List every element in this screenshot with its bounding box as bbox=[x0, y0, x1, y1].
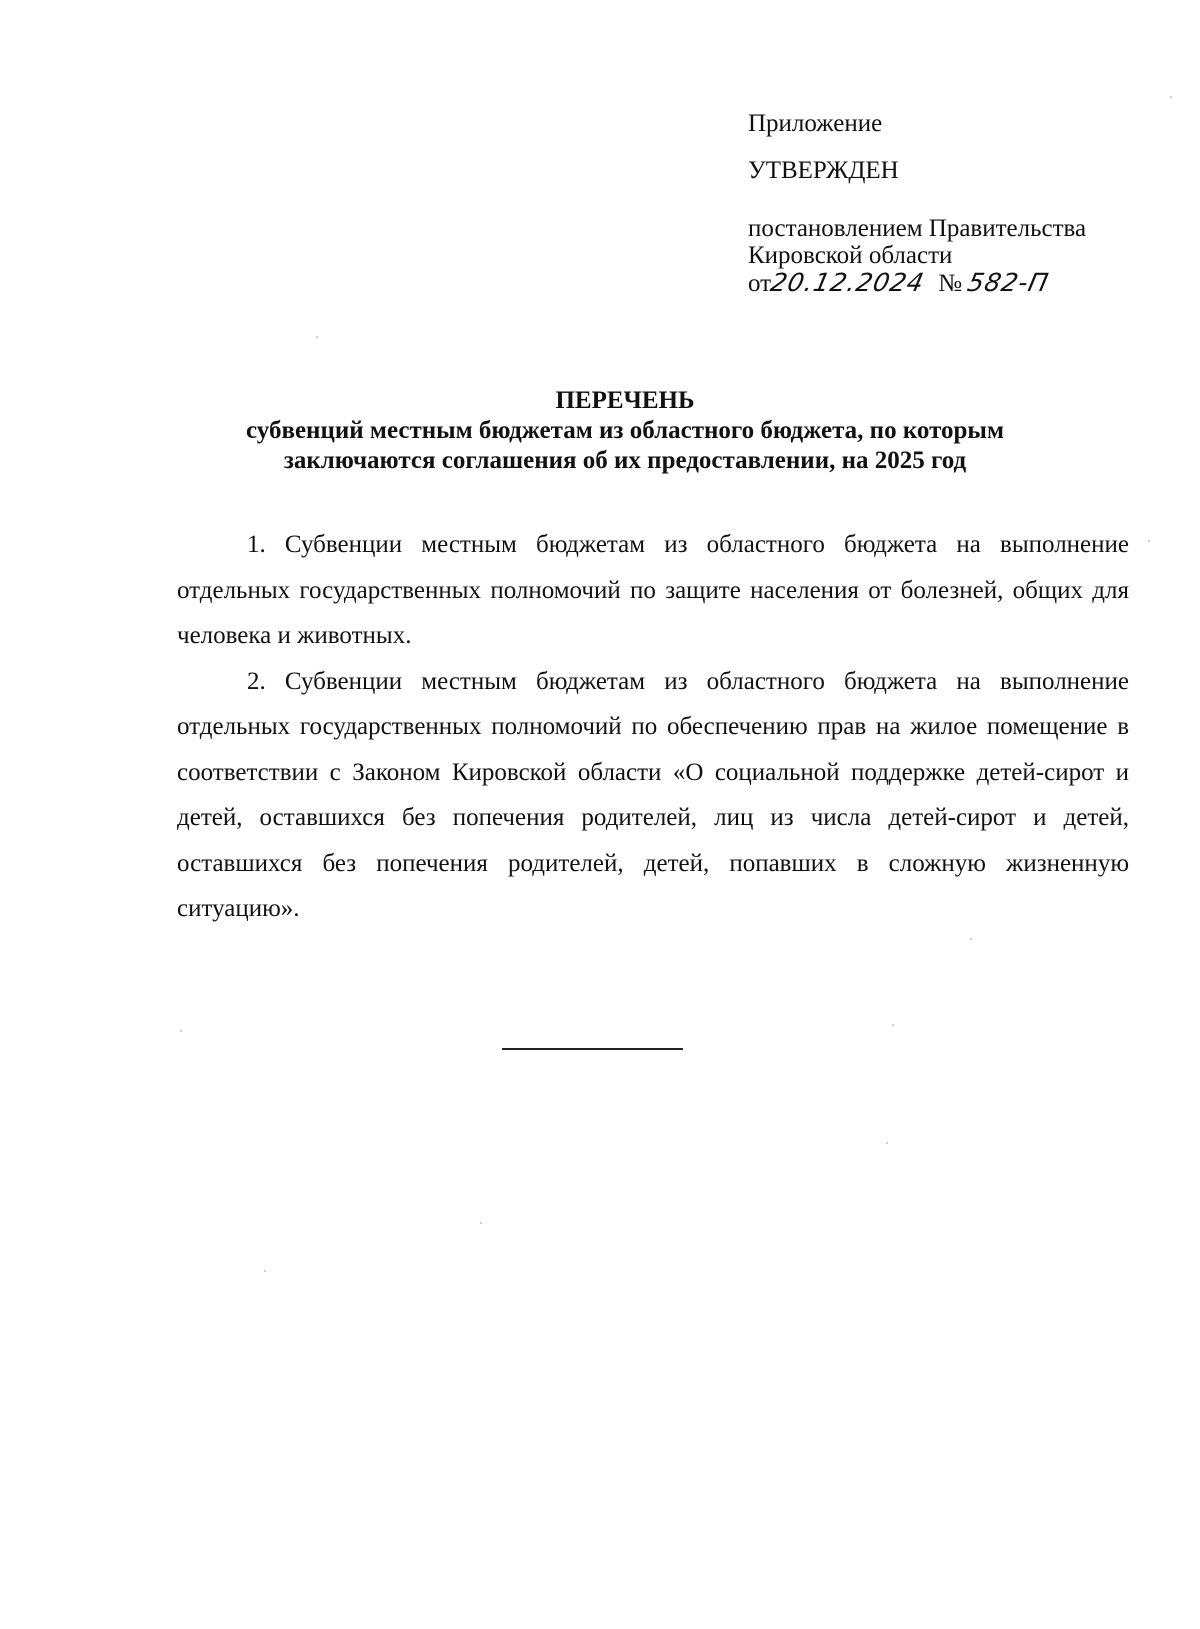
decree-line-2: Кировской области bbox=[748, 242, 953, 269]
scan-speck bbox=[264, 1270, 266, 1272]
scan-speck bbox=[316, 336, 318, 338]
scan-speck bbox=[892, 1024, 894, 1026]
scan-speck bbox=[970, 938, 972, 940]
title-heading: ПЕРЕЧЕНЬ bbox=[555, 387, 695, 414]
handwritten-date: 20.12.2024 bbox=[768, 268, 928, 297]
appendix-label: Приложение bbox=[748, 110, 883, 137]
scan-speck bbox=[1170, 96, 1172, 98]
decree-date-number bbox=[748, 269, 1168, 297]
document-body bbox=[177, 522, 1129, 932]
approval-block bbox=[748, 110, 1168, 297]
number-prefix: № bbox=[938, 270, 963, 297]
title-subheading-line-2: заключаются соглашения об их предоставлении, на 2025 год bbox=[283, 447, 967, 474]
handwritten-number: 582-П bbox=[965, 268, 1052, 297]
end-separator-line bbox=[502, 1048, 683, 1050]
scan-speck bbox=[480, 1222, 482, 1224]
title-subheading-line-1: субвенций местным бюджетам из областного бюджета, по которым bbox=[246, 417, 1004, 444]
approved-label: УТВЕРЖДЕН bbox=[748, 157, 899, 184]
scan-speck bbox=[886, 1142, 888, 1144]
scan-speck bbox=[180, 1030, 182, 1032]
list-item: 1. Субвенции местным бюджетам из областного бюджета на выполнение отдельных государственных полномочий по защите населения от болезней, общих для человека и животных. bbox=[177, 531, 1129, 649]
list-item: 2. Субвенции местным бюджетам из областного бюджета на выполнение отдельных государственных полномочий по обеспечению прав на жилое помещение в соответствии с Законом Кировской области «О социальной поддержке детей-сирот и детей, оставшихся без попечения родителей, лиц из числа детей-сирот и детей, оставшихся без попечения родителей, детей, попавших в сложную жизненную ситуацию». bbox=[177, 667, 1129, 922]
date-prefix: от bbox=[748, 270, 772, 297]
document-title bbox=[170, 386, 1080, 476]
scan-speck bbox=[1148, 540, 1150, 542]
decree-line-1: постановлением Правительства bbox=[748, 215, 1087, 242]
